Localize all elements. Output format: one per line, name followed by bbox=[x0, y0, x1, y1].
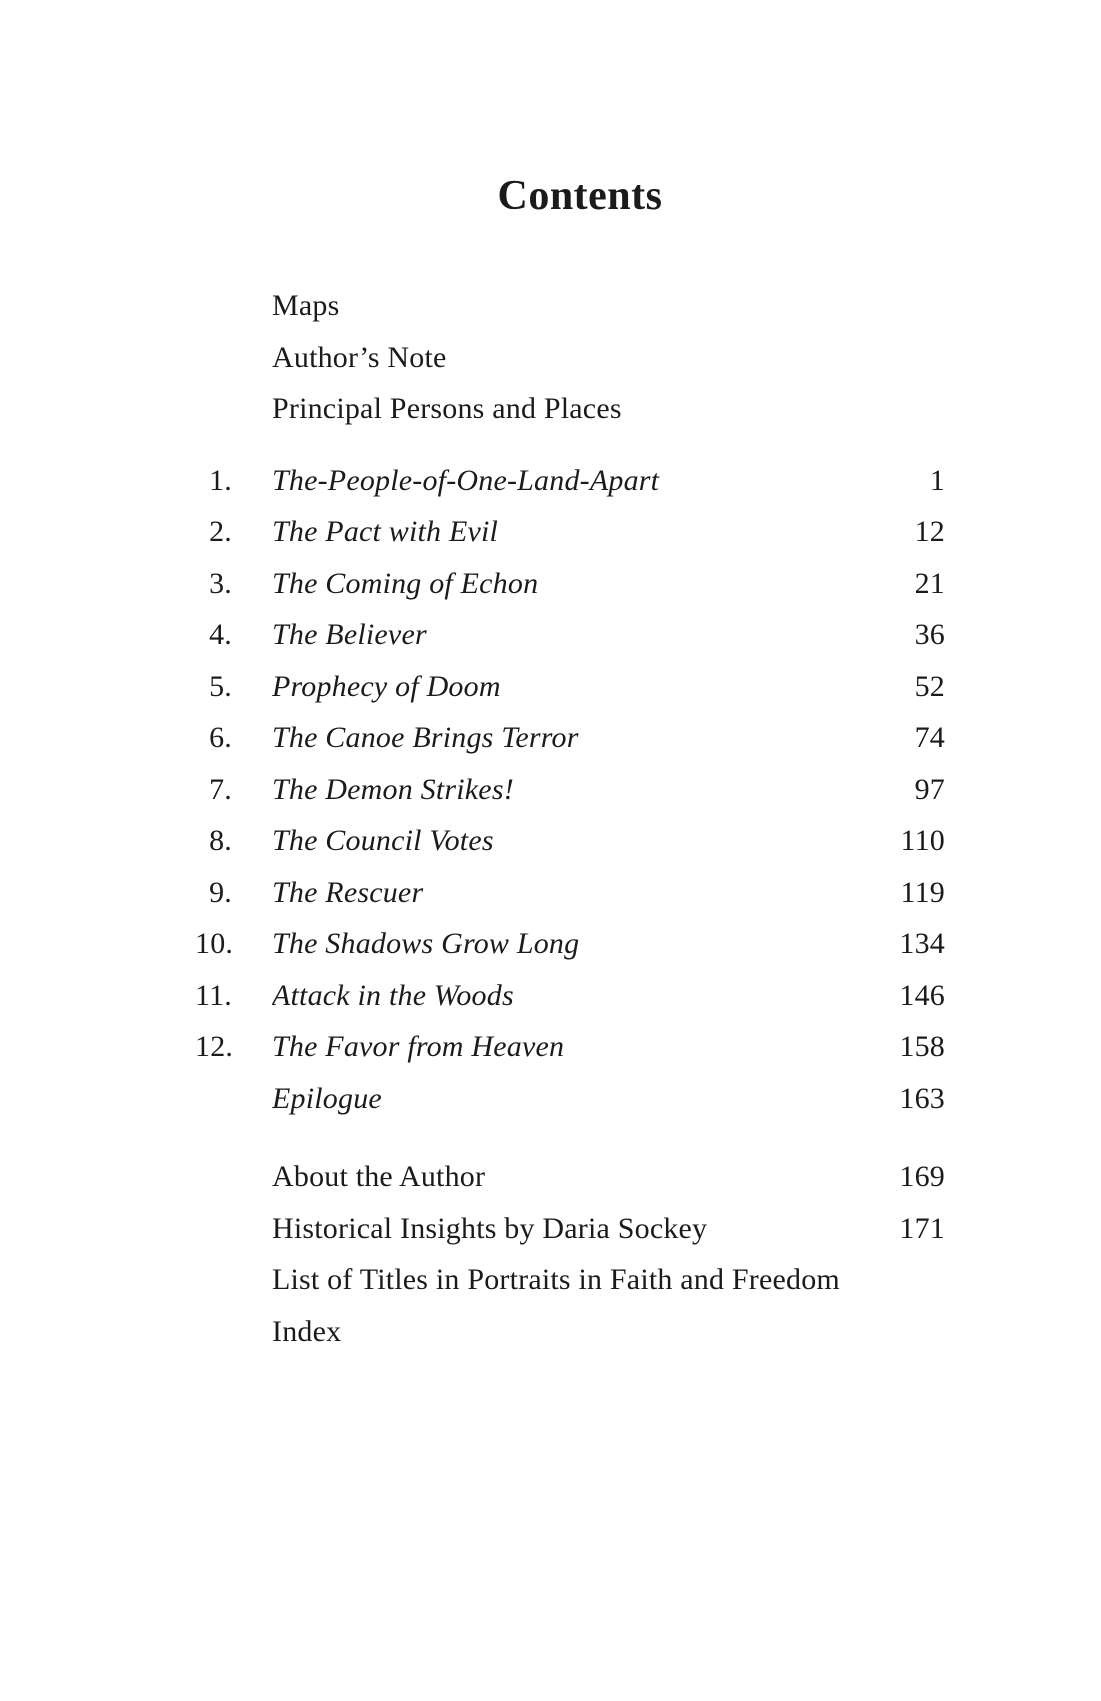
chapter-page-number: 1 bbox=[929, 463, 945, 497]
back-matter-row bbox=[195, 1203, 945, 1255]
chapter-row bbox=[195, 506, 945, 558]
chapter-page-number: 12 bbox=[914, 515, 945, 549]
front-matter-row bbox=[195, 383, 945, 435]
chapter-number: 10. bbox=[195, 927, 234, 961]
chapter-number: 2. bbox=[209, 515, 232, 549]
chapter-number: 7. bbox=[209, 772, 232, 806]
chapter-title: The Canoe Brings Terror bbox=[272, 721, 579, 755]
chapter-row bbox=[195, 815, 945, 867]
chapter-number: 5. bbox=[209, 669, 232, 703]
chapter-page-number: 97 bbox=[914, 772, 945, 806]
back-matter-label: List of Titles in Portraits in Faith and Freedom bbox=[272, 1263, 840, 1297]
chapter-number: 3. bbox=[209, 566, 232, 600]
chapter-title: The Pact with Evil bbox=[272, 515, 499, 549]
chapter-title: The Rescuer bbox=[272, 875, 424, 909]
chapter-title: The Believer bbox=[272, 618, 427, 652]
back-matter-label: About the Author bbox=[272, 1160, 486, 1194]
back-matter-list bbox=[195, 1151, 945, 1357]
chapter-number: 9. bbox=[209, 875, 232, 909]
chapter-page-number: 52 bbox=[914, 669, 945, 703]
chapter-page-number: 74 bbox=[914, 721, 945, 755]
chapter-number: 4. bbox=[209, 618, 232, 652]
chapter-row bbox=[195, 661, 945, 713]
chapter-row bbox=[195, 609, 945, 661]
chapter-title: The Favor from Heaven bbox=[272, 1030, 565, 1064]
back-matter-page-number: 169 bbox=[899, 1160, 945, 1194]
chapter-page-number: 119 bbox=[900, 875, 945, 909]
chapter-page-number: 158 bbox=[899, 1030, 945, 1064]
chapter-title: The Shadows Grow Long bbox=[272, 927, 580, 961]
chapter-title: Attack in the Woods bbox=[272, 978, 514, 1012]
back-matter-row bbox=[195, 1254, 945, 1306]
chapter-row bbox=[195, 918, 945, 970]
chapter-row bbox=[195, 764, 945, 816]
chapter-number: 11. bbox=[195, 978, 232, 1012]
chapter-title: The Coming of Echon bbox=[272, 566, 539, 600]
front-matter-list bbox=[195, 280, 945, 435]
back-matter-row bbox=[195, 1306, 945, 1358]
chapter-row bbox=[195, 970, 945, 1022]
chapter-page-number: 21 bbox=[914, 566, 945, 600]
chapter-row bbox=[195, 558, 945, 610]
back-matter-page-number: 171 bbox=[899, 1211, 945, 1245]
front-matter-label: Author’s Note bbox=[272, 340, 447, 374]
epilogue-row bbox=[195, 1073, 945, 1125]
chapter-row bbox=[195, 455, 945, 507]
front-matter-label: Principal Persons and Places bbox=[272, 392, 622, 426]
chapter-row bbox=[195, 867, 945, 919]
chapter-number: 12. bbox=[195, 1030, 234, 1064]
chapter-page-number: 163 bbox=[899, 1081, 945, 1115]
front-matter-label: Maps bbox=[272, 289, 340, 323]
back-matter-row bbox=[195, 1151, 945, 1203]
chapter-page-number: 110 bbox=[900, 824, 945, 858]
chapter-list bbox=[195, 455, 945, 1125]
epilogue-title: Epilogue bbox=[272, 1081, 382, 1115]
chapter-number: 6. bbox=[209, 721, 232, 755]
chapter-row bbox=[195, 712, 945, 764]
front-matter-row bbox=[195, 332, 945, 384]
chapter-title: The-People-of-One-Land-Apart bbox=[272, 463, 660, 497]
table-of-contents bbox=[195, 0, 945, 1357]
back-matter-label: Historical Insights by Daria Sockey bbox=[272, 1211, 708, 1245]
front-matter-row bbox=[195, 280, 945, 332]
chapter-title: The Demon Strikes! bbox=[272, 772, 514, 806]
chapter-page-number: 146 bbox=[899, 978, 945, 1012]
chapter-number: 8. bbox=[209, 824, 232, 858]
chapter-page-number: 36 bbox=[914, 618, 945, 652]
back-matter-label: Index bbox=[272, 1314, 342, 1348]
chapter-title: The Council Votes bbox=[272, 824, 494, 858]
chapter-page-number: 134 bbox=[899, 927, 945, 961]
page-title: Contents bbox=[497, 173, 663, 219]
chapter-row bbox=[195, 1021, 945, 1073]
chapter-title: Prophecy of Doom bbox=[272, 669, 501, 703]
chapter-number: 1. bbox=[209, 463, 232, 497]
